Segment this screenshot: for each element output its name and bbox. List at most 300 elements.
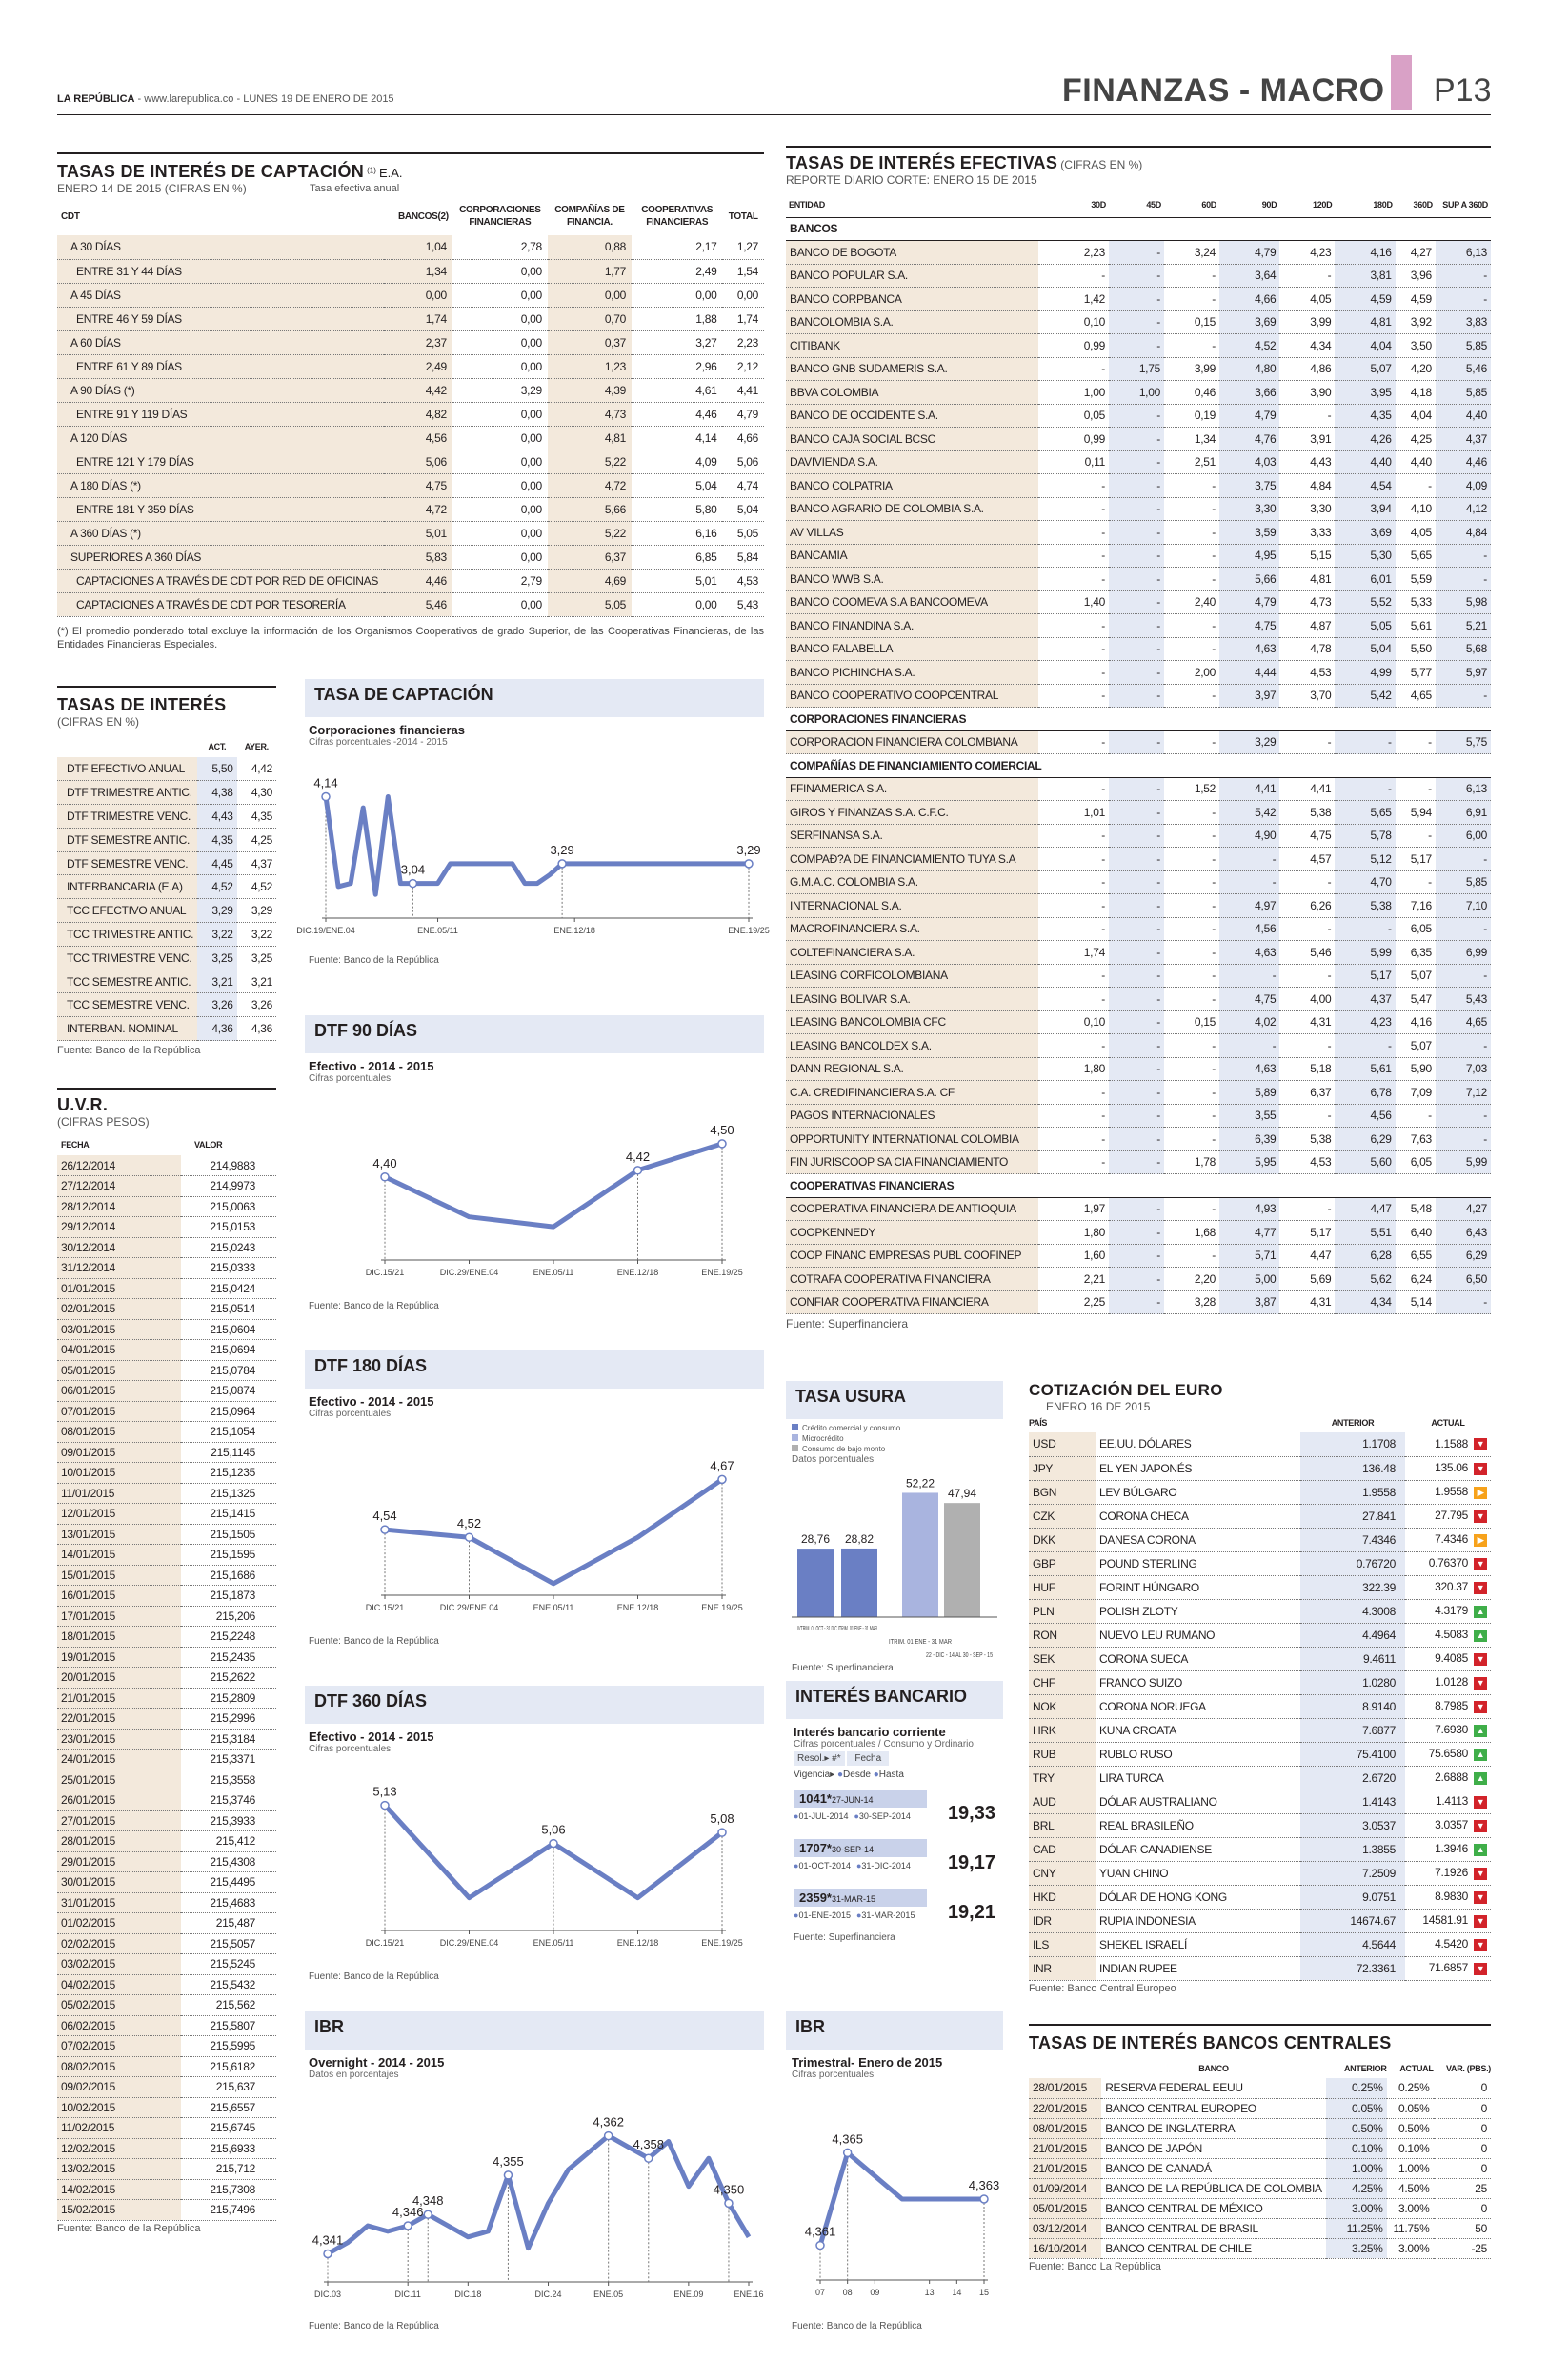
table-cell: DTF SEMESTRE VENC. — [57, 851, 197, 875]
table-cell: 31/12/2014 — [57, 1258, 181, 1279]
table-cell: INTERBANCARIA (E.A) — [57, 875, 197, 899]
chart-ibr-overnight-source: Fuente: Banco de la República — [309, 2321, 439, 2331]
currency-name: INDIAN RUPEE — [1096, 1956, 1300, 1980]
table-cell: - — [1436, 288, 1491, 311]
table-cell: 4,69 — [548, 569, 632, 592]
chart-dtf90-source: Fuente: Banco de la República — [309, 1301, 439, 1311]
table-cell: 215,1505 — [181, 1524, 276, 1545]
table-cell: 4,56 — [1219, 917, 1279, 941]
table-cell: SERFINANSA S.A. — [786, 824, 1038, 848]
table-cell: 25/01/2015 — [57, 1770, 181, 1790]
table-cell: 6,37 — [1279, 1081, 1335, 1105]
table-cell: - — [1219, 848, 1279, 871]
captacion-sup: (1) — [367, 166, 376, 175]
group-label: COMPAÑÍAS DE FINANCIAMIENTO COMERCIAL — [786, 754, 1491, 778]
table-cell: - — [1038, 521, 1109, 545]
tasas-source: Fuente: Banco de la República — [57, 1045, 201, 1057]
table-row — [1029, 1956, 1491, 1980]
table-cell: BANCO AGRARIO DE COLOMBIA S.A. — [786, 497, 1038, 521]
rate-current-cell — [1405, 1551, 1491, 1575]
table-cell: - — [1335, 917, 1395, 941]
table-cell: 4,59 — [1396, 288, 1436, 311]
table-cell: 215,6182 — [181, 2056, 276, 2077]
table-cell: 5,50 — [1396, 637, 1436, 661]
bar-label: 52,22 — [905, 1476, 935, 1490]
x-tick-label: DIC.18 — [454, 2290, 482, 2299]
x-tick-label: DIC.19/ENE.04 — [296, 926, 355, 935]
table-cell: 4,36 — [237, 1017, 276, 1041]
data-point — [381, 1802, 389, 1810]
table-row — [57, 2015, 276, 2036]
table-row — [57, 2138, 276, 2159]
table-cell: - — [1164, 614, 1219, 638]
table-cell: BANCO CORPBANCA — [786, 288, 1038, 311]
bar-label: 47,94 — [947, 1487, 977, 1501]
x-tick-label: DIC.15/21 — [365, 1268, 405, 1277]
data-point — [558, 860, 566, 868]
legend-swatch — [792, 1445, 798, 1451]
table-cell: 3,99 — [1279, 310, 1335, 334]
table-cell: 4,76 — [1219, 428, 1279, 451]
table-cell: 5,50 — [197, 757, 236, 781]
table-cell: 4,75 — [1279, 824, 1335, 848]
data-point — [409, 880, 416, 888]
rate-previous: 7.4346 — [1300, 1528, 1405, 1551]
table-row — [57, 354, 764, 378]
currency-code: AUD — [1029, 1790, 1096, 1813]
table-row — [1029, 1718, 1491, 1742]
table-cell: 07/02/2015 — [57, 2036, 181, 2057]
table-cell: 23/01/2015 — [57, 1729, 181, 1750]
box-dtf180 — [305, 1350, 764, 1652]
chart-dtf360 — [309, 1754, 760, 1969]
table-cell: 6,29 — [1436, 1244, 1491, 1268]
table-row — [57, 993, 276, 1017]
table-cell: - — [1109, 1128, 1164, 1151]
table-cell: - — [1109, 917, 1164, 941]
table-row — [1029, 2178, 1491, 2198]
table-cell: - — [1038, 661, 1109, 685]
arrow-down-icon: ▼ — [1474, 1558, 1487, 1570]
table-cell: 09/02/2015 — [57, 2077, 181, 2098]
centrales-col-header: VAR. (PBS.) — [1445, 2064, 1491, 2073]
bancario-res-number: 1707* — [799, 1841, 832, 1855]
box-bancario — [786, 1681, 1003, 1949]
table-cell: 5,47 — [1396, 988, 1436, 1011]
currency-code: SEK — [1029, 1647, 1096, 1670]
table-cell: - — [1109, 568, 1164, 591]
table-row — [57, 1340, 276, 1361]
currency-name: RUPIA INDONESIA — [1096, 1909, 1300, 1932]
table-cell: 3,83 — [1436, 310, 1491, 334]
table-cell: 2,49 — [384, 354, 452, 378]
table-cell: ENTRE 46 Y 59 DÍAS — [57, 307, 384, 330]
table-cell: 5,77 — [1396, 661, 1436, 685]
table-cell: - — [1164, 288, 1219, 311]
table-row — [1029, 1837, 1491, 1861]
table-row — [57, 1688, 276, 1709]
table-cell: BBVA COLOMBIA — [786, 381, 1038, 405]
rate-current: 8.7985 — [1435, 1699, 1468, 1713]
table-cell: 4,75 — [1219, 988, 1279, 1011]
table-row — [57, 1299, 276, 1320]
table-cell: 3,25 — [237, 946, 276, 970]
table-cell: 215,6745 — [181, 2118, 276, 2139]
table-cell: 13/02/2015 — [57, 2159, 181, 2180]
table-cell: 5,17 — [1396, 848, 1436, 871]
table-row — [57, 1770, 276, 1790]
table-cell: 2,79 — [452, 569, 548, 592]
table-cell: 5,85 — [1436, 381, 1491, 405]
data-label: 4,358 — [633, 2137, 665, 2152]
efectivas-source: Fuente: Superfinanciera — [786, 1317, 909, 1330]
table-cell: - — [1164, 894, 1219, 918]
table-cell: - — [1279, 1034, 1335, 1058]
table-cell: 215,0874 — [181, 1381, 276, 1402]
table-cell: 5,06 — [722, 450, 764, 473]
table-cell: LEASING CORFICOLOMBIANA — [786, 964, 1038, 988]
table-row — [57, 1017, 276, 1041]
table-cell: 6,05 — [1396, 917, 1436, 941]
table-cell: - — [1109, 590, 1164, 614]
table-cell: 6,55 — [1396, 1244, 1436, 1268]
table-cell: 0.05% — [1387, 2098, 1434, 2118]
table-cell: - — [1109, 1081, 1164, 1105]
currency-name: LEV BÚLGARO — [1096, 1480, 1300, 1504]
table-cell: - — [1038, 824, 1109, 848]
table-cell: - — [1164, 1034, 1219, 1058]
table-row — [57, 426, 764, 450]
series-line — [326, 797, 749, 895]
chart-dtf360-source: Fuente: Banco de la República — [309, 1971, 439, 1982]
table-cell: 03/12/2014 — [1029, 2218, 1101, 2238]
table-cell: - — [1164, 824, 1219, 848]
table-row — [57, 2200, 276, 2221]
table-row — [786, 450, 1491, 474]
rate-current-cell — [1405, 1813, 1491, 1837]
table-cell: 0,00 — [632, 283, 722, 307]
table-cell: 29/12/2014 — [57, 1217, 181, 1238]
table-cell: 0,70 — [548, 307, 632, 330]
arrow-up-icon: ▲ — [1474, 1844, 1487, 1856]
table-cell: 50 — [1434, 2218, 1491, 2238]
table-row — [786, 568, 1491, 591]
table-row — [786, 1244, 1491, 1268]
table-row — [786, 1104, 1491, 1128]
table-cell: 4,65 — [1396, 684, 1436, 708]
table-cell: - — [1109, 637, 1164, 661]
table-cell: 3,94 — [1335, 497, 1395, 521]
table-cell: - — [1164, 1244, 1219, 1268]
table-cell: 14/02/2015 — [57, 2179, 181, 2200]
table-cell: 4,40 — [1396, 450, 1436, 474]
rate-current: 8.9830 — [1435, 1890, 1468, 1904]
table-cell: 5,69 — [1279, 1268, 1335, 1291]
table-cell: 1,74 — [384, 307, 452, 330]
table-cell: 03/02/2015 — [57, 1954, 181, 1975]
chart-dtf180 — [309, 1419, 760, 1633]
table-cell: 1,75 — [1109, 357, 1164, 381]
table-cell: 5,12 — [1335, 848, 1395, 871]
table-cell: A 45 DÍAS — [57, 283, 384, 307]
table-cell: 15/01/2015 — [57, 1565, 181, 1586]
table-cell: - — [1038, 497, 1109, 521]
table-row — [1029, 2198, 1491, 2218]
bar — [944, 1503, 980, 1617]
table-cell: - — [1109, 1221, 1164, 1245]
rate-current-cell — [1405, 1766, 1491, 1790]
table-cell: 4,40 — [1436, 404, 1491, 428]
bancario-hasta: 30-SEP-2014 — [858, 1811, 911, 1821]
bancario-title: Interés bancario corriente — [794, 1725, 946, 1739]
table-cell: 5,04 — [632, 473, 722, 497]
table-cell: 5,43 — [722, 592, 764, 616]
x-tick-label: DIC.11 — [394, 2290, 421, 2299]
data-label: 4,350 — [713, 2182, 745, 2197]
table-cell: 4,39 — [548, 378, 632, 402]
arrow-right-icon: ▶ — [1474, 1487, 1487, 1499]
x-tick-label: ENE.12/18 — [553, 926, 595, 935]
tasas-title: TASAS DE INTERÉS — [57, 695, 227, 714]
table-cell: - — [1109, 730, 1164, 754]
table-cell: 215,5057 — [181, 1933, 276, 1954]
table-row — [57, 1974, 276, 1995]
table-cell: 4,52 — [237, 875, 276, 899]
table-cell: 16/01/2015 — [57, 1586, 181, 1607]
table-cell: 0,00 — [452, 473, 548, 497]
table-row — [57, 805, 276, 829]
legend-item — [792, 1444, 997, 1454]
data-point — [504, 2171, 512, 2179]
table-cell: - — [1396, 474, 1436, 498]
table-cell: 4,45 — [197, 851, 236, 875]
table-cell: - — [1109, 824, 1164, 848]
table-cell: - — [1109, 288, 1164, 311]
arrow-up-icon: ▲ — [1474, 1749, 1487, 1761]
table-cell: 0,19 — [1164, 404, 1219, 428]
table-cell: 1,80 — [1038, 1221, 1109, 1245]
table-cell: 0,11 — [1038, 450, 1109, 474]
masthead: LA REPÚBLICA - www.larepublica.co - LUNES 19 DE ENERO DE 2015 — [57, 93, 394, 105]
table-cell: 6,43 — [1436, 1221, 1491, 1245]
table-row — [1029, 1456, 1491, 1480]
x-tick-label: 14 — [952, 2288, 962, 2297]
chart-dtf90-subtitle: Cifras porcentuales — [309, 1073, 392, 1084]
series-line — [385, 1479, 722, 1583]
table-cell: 6,13 — [1436, 241, 1491, 265]
table-cell: 5,61 — [1396, 614, 1436, 638]
x-tick-label: DIC.29/ENE.04 — [439, 1938, 499, 1948]
table-row — [57, 1729, 276, 1750]
table-row — [57, 1483, 276, 1504]
table-cell: 5,06 — [384, 450, 452, 473]
table-cell: - — [1109, 988, 1164, 1011]
table-row — [57, 1381, 276, 1402]
data-label: 4,363 — [968, 2178, 1000, 2192]
table-cell: 215,2435 — [181, 1647, 276, 1668]
usura-legend — [792, 1423, 997, 1454]
table-cell: 215,4495 — [181, 1872, 276, 1893]
table-cell: 0,05 — [1038, 404, 1109, 428]
bancario-res-date: 27-JUN-14 — [831, 1795, 874, 1805]
table-cell: 7,63 — [1396, 1128, 1436, 1151]
currency-code: HRK — [1029, 1718, 1096, 1742]
table-cell: 26/01/2015 — [57, 1790, 181, 1811]
currency-name: DÓLAR CANADIENSE — [1096, 1837, 1300, 1861]
chart-dtf90-title: Efectivo - 2014 - 2015 — [309, 1059, 434, 1073]
table-cell: 21/01/2015 — [1029, 2158, 1101, 2178]
table-cell: 4,12 — [1436, 497, 1491, 521]
table-cell: BANCO COOMEVA S.A BANCOOMEVA — [786, 590, 1038, 614]
table-cell: 0,00 — [722, 283, 764, 307]
bar — [797, 1549, 834, 1617]
table-cell: 215,2996 — [181, 1709, 276, 1730]
arrow-down-icon: ▼ — [1474, 1796, 1487, 1809]
arrow-right-icon: ▶ — [1474, 1534, 1487, 1547]
table-cell: - — [1164, 1128, 1219, 1151]
table-row — [1029, 1647, 1491, 1670]
table-cell: 3,27 — [632, 330, 722, 354]
chart-ibr-trimestral-source: Fuente: Banco de la República — [792, 2321, 922, 2331]
tasas-col-header: AYER. — [244, 742, 269, 751]
table-cell: 5,95 — [1219, 1150, 1279, 1174]
arrow-down-icon: ▼ — [1474, 1438, 1487, 1450]
table-cell: 4,36 — [197, 1017, 236, 1041]
x-tick-label: 13 — [924, 2288, 935, 2297]
rate-current: 1.0128 — [1435, 1675, 1468, 1690]
table-cell: 07/01/2015 — [57, 1401, 181, 1422]
table-cell: 215,5807 — [181, 2015, 276, 2036]
table-cell: 4,20 — [1396, 357, 1436, 381]
table-cell: 09/01/2015 — [57, 1442, 181, 1463]
dot-icon: ● — [794, 1861, 799, 1870]
table-cell: 08/01/2015 — [57, 1422, 181, 1443]
table-row — [57, 235, 764, 259]
dot-icon: ● — [794, 1811, 799, 1821]
table-cell: 4,53 — [1279, 661, 1335, 685]
table-row — [786, 870, 1491, 894]
x-tick-label: ENE.05/11 — [417, 926, 458, 935]
rate-current: 75.6580 — [1428, 1747, 1468, 1761]
rate-current: 14581.91 — [1422, 1913, 1468, 1928]
table-cell: 0,15 — [1164, 1010, 1219, 1034]
table-cell: 4,18 — [1396, 381, 1436, 405]
currency-code: CHF — [1029, 1670, 1096, 1694]
table-row — [57, 1831, 276, 1852]
x-tick-label: ENE.12/18 — [616, 1268, 659, 1277]
table-cell: 1,40 — [1038, 590, 1109, 614]
table-cell: 7,12 — [1436, 1081, 1491, 1105]
table-cell: - — [1335, 777, 1395, 801]
bancario-item — [794, 1839, 995, 1879]
table-cell: 2,96 — [632, 354, 722, 378]
currency-name: NUEVO LEU RUMANO — [1096, 1623, 1300, 1647]
centrales-col-header: ANTERIOR — [1343, 2064, 1387, 2073]
table-cell: 4,84 — [1436, 521, 1491, 545]
tasas-header-row — [57, 736, 276, 757]
currency-name: EL YEN JAPONÉS — [1096, 1456, 1300, 1480]
table-row — [57, 1954, 276, 1975]
table-cell: 2,23 — [1038, 241, 1109, 265]
bancario-desde: 01-JUL-2014 — [798, 1811, 849, 1821]
table-cell: 0,10 — [1038, 1010, 1109, 1034]
bancario-subtitle: Cifras porcentuales / Consumo y Ordinario — [794, 1739, 974, 1750]
arrow-up-icon: ▲ — [1474, 1772, 1487, 1785]
table-cell: - — [1109, 1150, 1164, 1174]
table-cell: 215,0063 — [181, 1196, 276, 1217]
table-cell: A 30 DÍAS — [57, 235, 384, 259]
x-tick-label: ENE.05/11 — [533, 1268, 574, 1277]
table-cell: - — [1279, 1197, 1335, 1221]
table-cell: 215,1325 — [181, 1483, 276, 1504]
table-cell: - — [1219, 870, 1279, 894]
chart-dtf360-subtitle: Cifras porcentuales — [309, 1744, 392, 1754]
table-row — [786, 1034, 1491, 1058]
table-cell: 215,2622 — [181, 1668, 276, 1689]
captacion-table — [57, 197, 764, 617]
table-cell: 4,53 — [722, 569, 764, 592]
table-cell: - — [1109, 848, 1164, 871]
arrow-down-icon: ▼ — [1474, 1463, 1487, 1475]
efectivas-col-header: 30D — [1038, 192, 1109, 217]
table-cell: - — [1038, 848, 1109, 871]
table-cell: 6,01 — [1335, 568, 1395, 591]
table-row — [57, 1217, 276, 1238]
table-cell: 0,00 — [548, 283, 632, 307]
tasas-sub: (CIFRAS EN %) — [57, 715, 140, 729]
table-cell: 5,59 — [1396, 568, 1436, 591]
table-cell: - — [1335, 730, 1395, 754]
table-cell: 4,43 — [1279, 450, 1335, 474]
table-cell: 27/12/2014 — [57, 1176, 181, 1197]
table-cell: 15/02/2015 — [57, 2200, 181, 2221]
table-cell: - — [1109, 870, 1164, 894]
table-cell: - — [1109, 1010, 1164, 1034]
table-row — [57, 545, 764, 569]
table-cell: 4,09 — [632, 450, 722, 473]
captacion-col-header: BANCOS(2) — [397, 210, 449, 222]
table-cell: 215,1145 — [181, 1442, 276, 1463]
table-cell: 215,0153 — [181, 1217, 276, 1238]
table-cell: 6,99 — [1436, 941, 1491, 965]
currency-code: TRY — [1029, 1766, 1096, 1790]
currency-code: JPY — [1029, 1456, 1096, 1480]
table-cell: 0 — [1434, 2158, 1491, 2178]
table-cell: 4,02 — [1219, 1010, 1279, 1034]
table-cell: 1,80 — [1038, 1057, 1109, 1081]
legend-label: Microcrédito — [802, 1434, 844, 1443]
table-row — [57, 1442, 276, 1463]
table-cell: 4,81 — [548, 426, 632, 450]
currency-code: CNY — [1029, 1861, 1096, 1885]
data-label: 4,52 — [456, 1516, 482, 1531]
rate-current-cell — [1405, 1885, 1491, 1909]
efectivas-date: REPORTE DIARIO CORTE: ENERO 15 DE 2015 — [786, 173, 1037, 187]
tasas-rule — [57, 686, 276, 688]
data-point — [844, 2149, 852, 2156]
table-cell: 4,03 — [1219, 450, 1279, 474]
euro-col-header: ACTUAL — [1431, 1418, 1465, 1428]
chart-dtf360-title: Efectivo - 2014 - 2015 — [309, 1730, 434, 1744]
data-label: 5,08 — [710, 1811, 734, 1827]
table-row — [1029, 1861, 1491, 1885]
table-cell: 0,00 — [452, 426, 548, 450]
table-cell: 1,34 — [384, 259, 452, 283]
table-row — [786, 848, 1491, 871]
table-cell: 1,27 — [722, 235, 764, 259]
table-cell: 215,5245 — [181, 1954, 276, 1975]
table-cell: BANCO COOPERATIVO COOPCENTRAL — [786, 684, 1038, 708]
